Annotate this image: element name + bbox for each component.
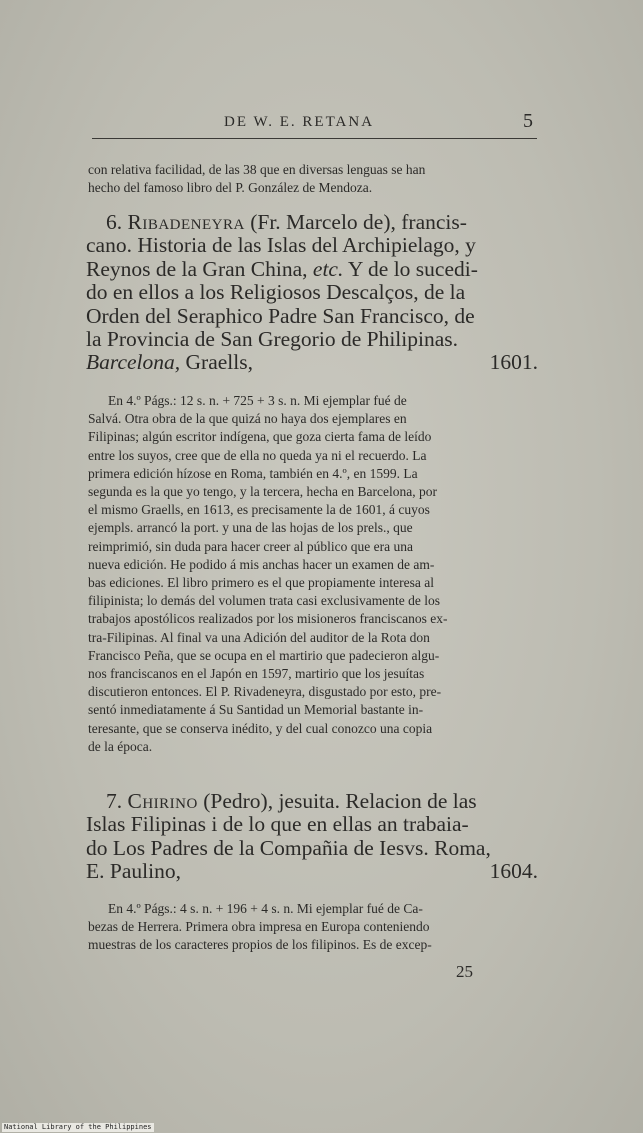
entry-title-start: (Pedro), jesuita. Relacion de las — [203, 789, 477, 813]
imprint-place: Barcelona, — [86, 350, 181, 375]
entry-title-line: Orden del Seraphico Padre San Francisco, de — [86, 303, 475, 328]
entry-title-line: do Los Padres de la Compañia de Iesvs. Roma, — [86, 835, 491, 860]
note-line: nueva edición. He podido á mis anchas hacer un examen de am- — [88, 556, 435, 572]
note-line: segunda es la que yo tengo, y la tercera, hecha en Barcelona, por — [88, 484, 437, 500]
text-line: hecho del famoso libro del P. González de Mendoza. — [88, 180, 373, 196]
entry-7-note — [88, 900, 536, 955]
imprint-line — [86, 860, 538, 883]
note-line: primera edición hízose en Roma, también en 4.º, en 1599. La — [88, 465, 418, 481]
running-title: DE W. E. RETANA — [224, 114, 375, 130]
entry-7-first-line — [86, 790, 538, 813]
entry-author: Chirino — [127, 789, 198, 813]
note-line: discutieron entonces. El P. Rivadeneyra, disgustado por esto, pre- — [88, 684, 442, 700]
note-line: sentó inmediatamente á Su Santidad un Memorial bastante in- — [88, 702, 424, 718]
signature-mark: 25 — [456, 962, 473, 981]
note-line: teresante, que se conserva inédito, y del cual conozco una copia — [88, 720, 433, 736]
note-line: tra-Filipinas. Al final va una Adición del auditor de la Rota don — [88, 629, 430, 645]
note-line: Filipinas; algún escritor indígena, que goza cierta fama de leído — [88, 429, 432, 445]
imprint-year: 1601. — [489, 350, 538, 375]
entry-6-note — [88, 392, 536, 756]
note-line: Francisco Peña, que se ocupa en el martirio que padecieron algu- — [88, 647, 440, 663]
note-line: bezas de Herrera. Primera obra impresa en Europa conteniendo — [88, 919, 430, 935]
entry-title-line: do en ellos a los Religiosos Descalços, de la — [86, 280, 466, 305]
text-line: con relativa facilidad, de las 38 que en diversas lenguas se han — [88, 162, 426, 177]
intro-paragraph — [88, 161, 536, 197]
library-credit: National Library of the Philippines — [4, 1123, 152, 1131]
note-line: trabajos apostólicos realizados por los misioneros franciscanos ex- — [88, 611, 448, 627]
note-line: Salvá. Otra obra de la que quizá no haya dos ejemplares en — [88, 411, 407, 427]
note-line: En 4.º Págs.: 4 s. n. + 196 + 4 s. n. Mi ejemplar fué de Ca- — [108, 901, 423, 916]
entry-title-start: (Fr. Marcelo de), francis- — [250, 210, 467, 234]
page-number: 5 — [523, 110, 533, 132]
imprint-printer: E. Paulino, — [86, 859, 181, 884]
entry-6-first-line — [86, 211, 538, 234]
entry-title-line: cano. Historia de las Islas del Archipielago, y — [86, 233, 476, 258]
note-line: el mismo Graells, en 1613, es precisamente la de 1601, á cuyos — [88, 502, 430, 518]
entry-7-heading — [86, 790, 538, 884]
note-line: de la época. — [88, 738, 153, 754]
note-line: muestras de los caracteres propios de los filipinos. Es de excep- — [88, 937, 432, 953]
running-header — [92, 112, 537, 139]
note-line: reimprimió, sin duda para hacer creer al público que era una — [88, 538, 413, 554]
entry-title-line: Islas Filipinas i de lo que en ellas an trabaia- — [86, 812, 469, 837]
imprint-printer: Graells, — [185, 350, 253, 375]
note-line: bas ediciones. El libro primero es el que propiamente interesa al — [88, 575, 435, 591]
note-line: entre los suyos, cree que de ella no queda ya ni el recuerdo. La — [88, 447, 427, 463]
entry-title-line-etc: Reynos de la Gran China, etc. Y de lo sucedi- — [86, 256, 478, 281]
note-line: nos franciscanos en el Japón en 1597, martirio que los jesuítas — [88, 666, 425, 682]
entry-6-heading — [86, 211, 538, 375]
note-line: filipinista; lo demás del volumen trata casi exclusivamente de los — [88, 593, 441, 609]
imprint-line — [86, 351, 538, 374]
note-line: En 4.º Págs.: 12 s. n. + 725 + 3 s. n. Mi ejemplar fué de — [108, 393, 407, 408]
note-line: ejempls. arrancó la port. y una de las hojas de los prels., que — [88, 520, 413, 536]
imprint-year: 1604. — [489, 859, 538, 884]
entry-number: 7. — [106, 789, 123, 813]
entry-title-line: la Provincia de San Gregorio de Philipinas. — [86, 327, 458, 352]
entry-number: 6. — [106, 210, 123, 234]
entry-author: Ribadeneyra — [127, 210, 245, 234]
